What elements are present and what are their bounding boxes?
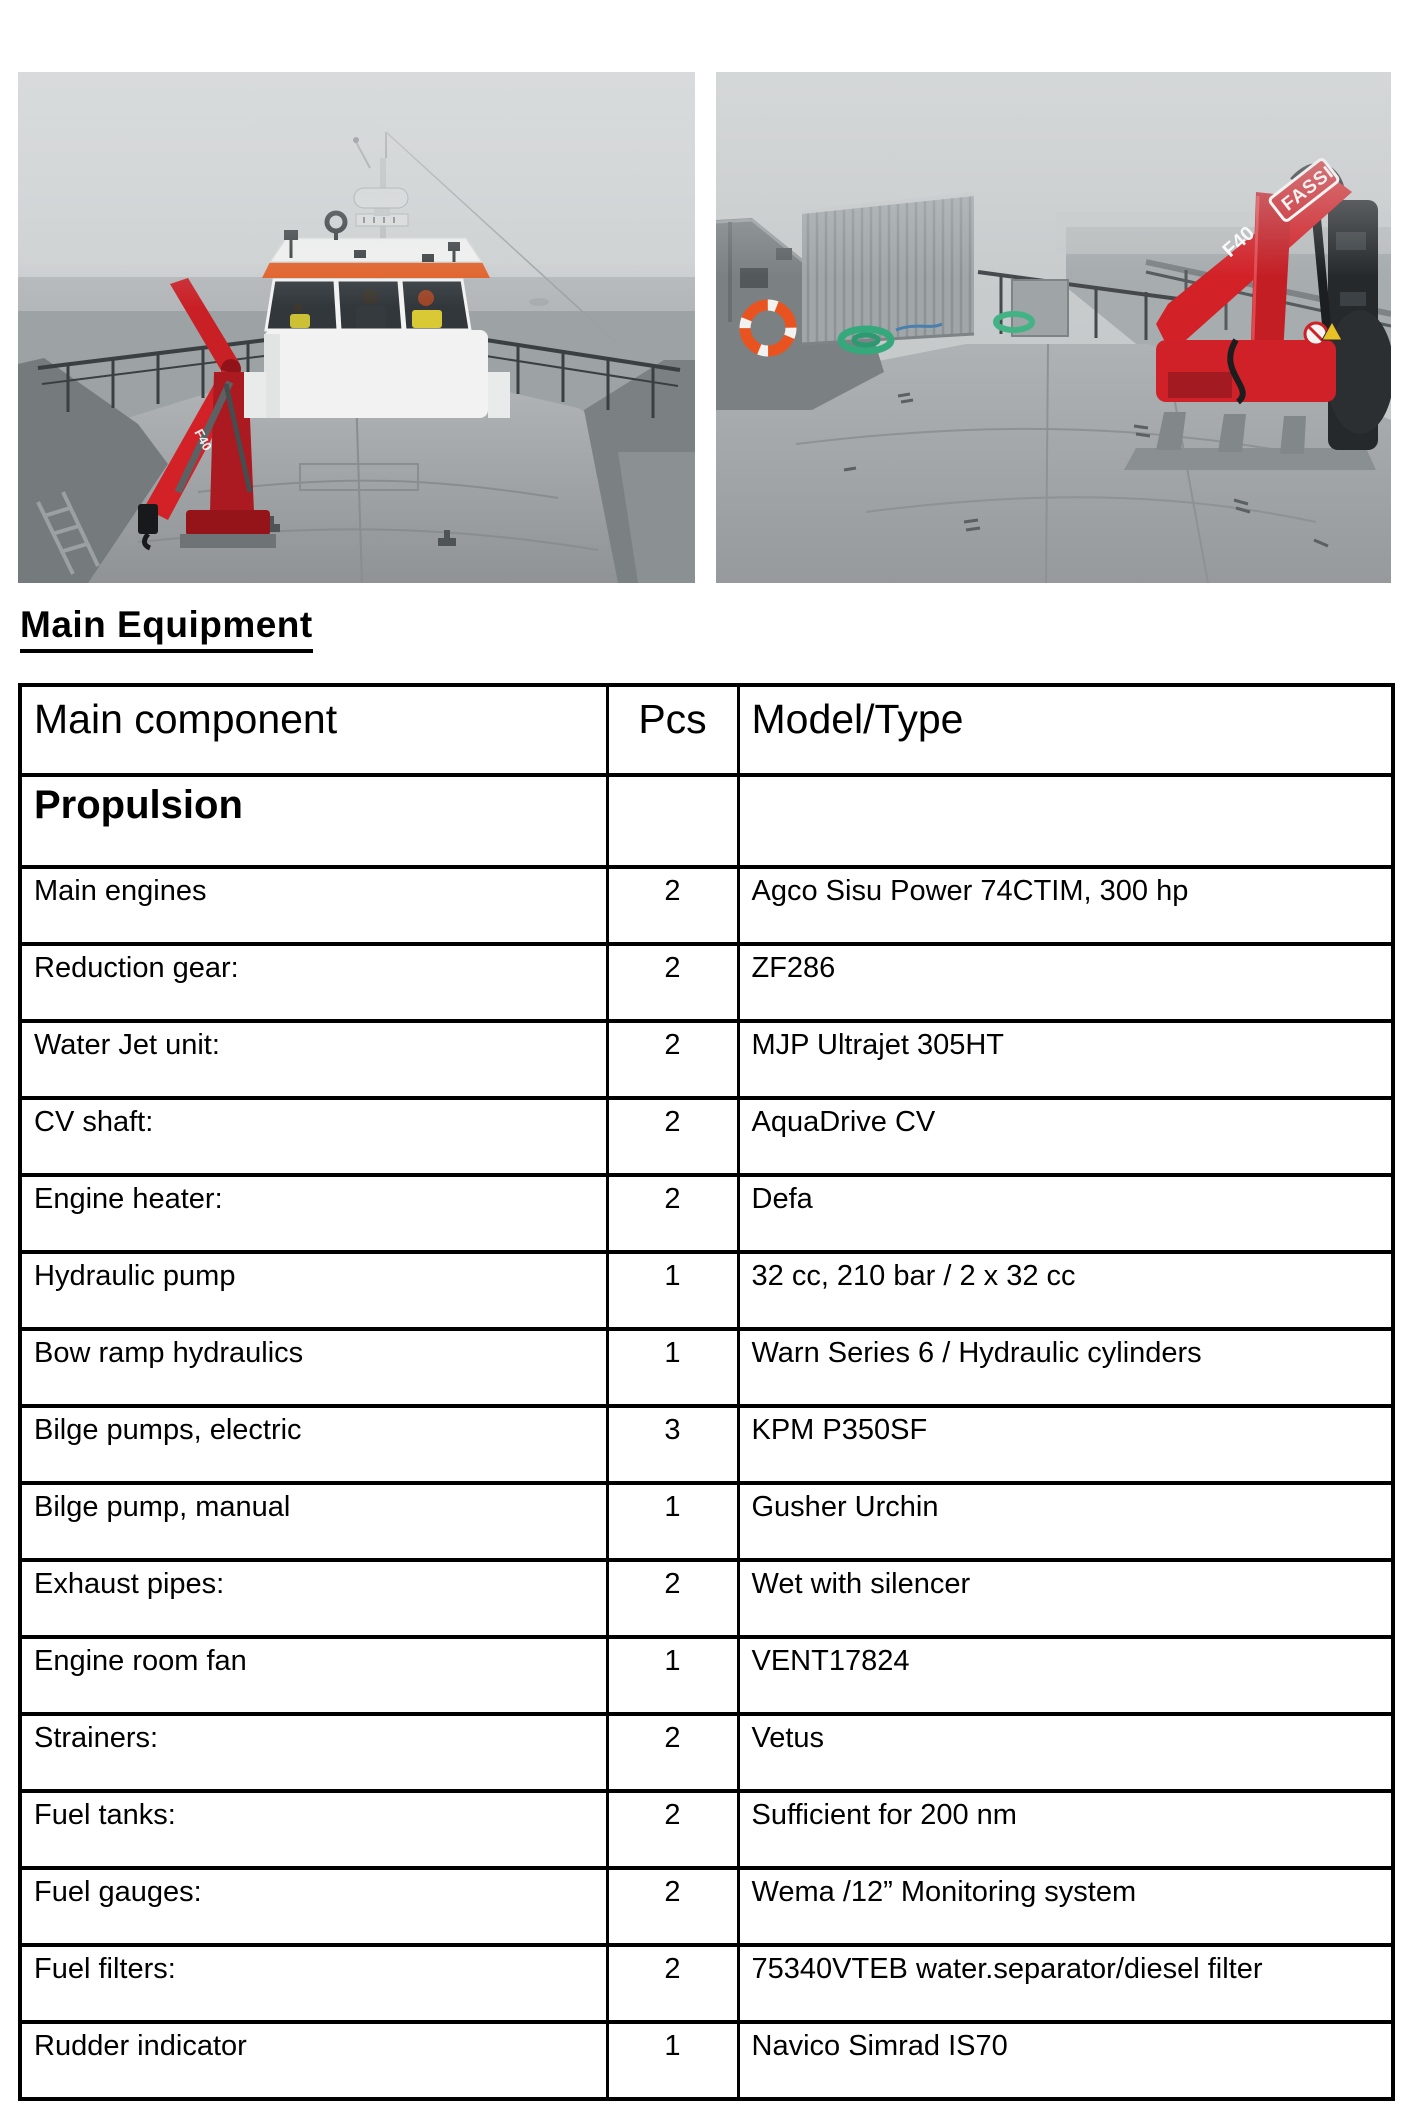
pcs-cell: 1 xyxy=(607,1483,738,1560)
pcs-cell: 1 xyxy=(607,2022,738,2099)
pcs-cell: 2 xyxy=(607,1021,738,1098)
model-cell: Agco Sisu Power 74CTIM, 300 hp xyxy=(738,867,1393,944)
table-row xyxy=(20,1021,1393,1098)
pcs-cell: 3 xyxy=(607,1406,738,1483)
table-header-row xyxy=(20,685,1393,775)
model-cell: Navico Simrad IS70 xyxy=(738,2022,1393,2099)
model-cell: Defa xyxy=(738,1175,1393,1252)
model-cell: 32 cc, 210 bar / 2 x 32 cc xyxy=(738,1252,1393,1329)
table-row xyxy=(20,1329,1393,1406)
pcs-cell: 2 xyxy=(607,1098,738,1175)
component-cell: Fuel filters: xyxy=(20,1945,607,2022)
model-cell: MJP Ultrajet 305HT xyxy=(738,1021,1393,1098)
pcs-cell: 1 xyxy=(607,1637,738,1714)
table-row xyxy=(20,1791,1393,1868)
component-cell: Bilge pump, manual xyxy=(20,1483,607,1560)
table-row xyxy=(20,2022,1393,2099)
pcs-cell: 2 xyxy=(607,1714,738,1791)
pcs-cell: 2 xyxy=(607,1560,738,1637)
bow-view-illustration xyxy=(18,72,695,583)
pcs-cell: 1 xyxy=(607,1329,738,1406)
photo-bow-view xyxy=(18,72,695,583)
component-cell: Strainers: xyxy=(20,1714,607,1791)
pcs-cell: 2 xyxy=(607,944,738,1021)
model-cell: Gusher Urchin xyxy=(738,1483,1393,1560)
component-cell: Reduction gear: xyxy=(20,944,607,1021)
table-row xyxy=(20,1560,1393,1637)
port-crane-model-label: F40 xyxy=(191,426,216,454)
table-row xyxy=(20,1714,1393,1791)
table-row xyxy=(20,1175,1393,1252)
section-empty-pcs-cell xyxy=(607,775,738,867)
model-cell: VENT17824 xyxy=(738,1637,1393,1714)
component-cell: Bow ramp hydraulics xyxy=(20,1329,607,1406)
section-row-propulsion xyxy=(20,775,1393,867)
fog-overlay xyxy=(18,72,695,307)
pcs-cell: 2 xyxy=(607,867,738,944)
pcs-cell: 2 xyxy=(607,1791,738,1868)
photo-aft-deck-view xyxy=(716,72,1391,583)
model-cell: Sufficient for 200 nm xyxy=(738,1791,1393,1868)
col-header-model: Model/Type xyxy=(738,685,1393,775)
page-title xyxy=(20,604,313,653)
page-title-text: Main Equipment xyxy=(20,604,313,653)
model-cell: KPM P350SF xyxy=(738,1406,1393,1483)
model-cell: Wet with silencer xyxy=(738,1560,1393,1637)
pcs-cell: 2 xyxy=(607,1868,738,1945)
table-row xyxy=(20,1945,1393,2022)
table-row xyxy=(20,1483,1393,1560)
col-header-component: Main component xyxy=(20,685,607,775)
model-cell: AquaDrive CV xyxy=(738,1098,1393,1175)
component-cell: CV shaft: xyxy=(20,1098,607,1175)
model-cell: Wema /12” Monitoring system xyxy=(738,1868,1393,1945)
pcs-cell: 2 xyxy=(607,1175,738,1252)
model-cell: Vetus xyxy=(738,1714,1393,1791)
component-cell: Water Jet unit: xyxy=(20,1021,607,1098)
component-cell: Engine heater: xyxy=(20,1175,607,1252)
section-title: Propulsion xyxy=(20,775,607,867)
pcs-cell: 1 xyxy=(607,1252,738,1329)
table-row xyxy=(20,1637,1393,1714)
model-cell: 75340VTEB water.separator/diesel filter xyxy=(738,1945,1393,2022)
equipment-table xyxy=(18,683,1395,2101)
table-row xyxy=(20,867,1393,944)
model-cell: Warn Series 6 / Hydraulic cylinders xyxy=(738,1329,1393,1406)
col-header-pcs: Pcs xyxy=(607,685,738,775)
component-cell: Rudder indicator xyxy=(20,2022,607,2099)
table-row xyxy=(20,944,1393,1021)
table-row xyxy=(20,1098,1393,1175)
aft-deck-illustration xyxy=(716,72,1391,583)
table-row xyxy=(20,1868,1393,1945)
fog-overlay xyxy=(716,72,1391,277)
section-empty-model-cell xyxy=(738,775,1393,867)
component-cell: Exhaust pipes: xyxy=(20,1560,607,1637)
table-row xyxy=(20,1252,1393,1329)
table-row xyxy=(20,1406,1393,1483)
component-cell: Fuel gauges: xyxy=(20,1868,607,1945)
component-cell: Main engines xyxy=(20,867,607,944)
component-cell: Engine room fan xyxy=(20,1637,607,1714)
component-cell: Hydraulic pump xyxy=(20,1252,607,1329)
component-cell: Fuel tanks: xyxy=(20,1791,607,1868)
component-cell: Bilge pumps, electric xyxy=(20,1406,607,1483)
model-cell: ZF286 xyxy=(738,944,1393,1021)
pcs-cell: 2 xyxy=(607,1945,738,2022)
